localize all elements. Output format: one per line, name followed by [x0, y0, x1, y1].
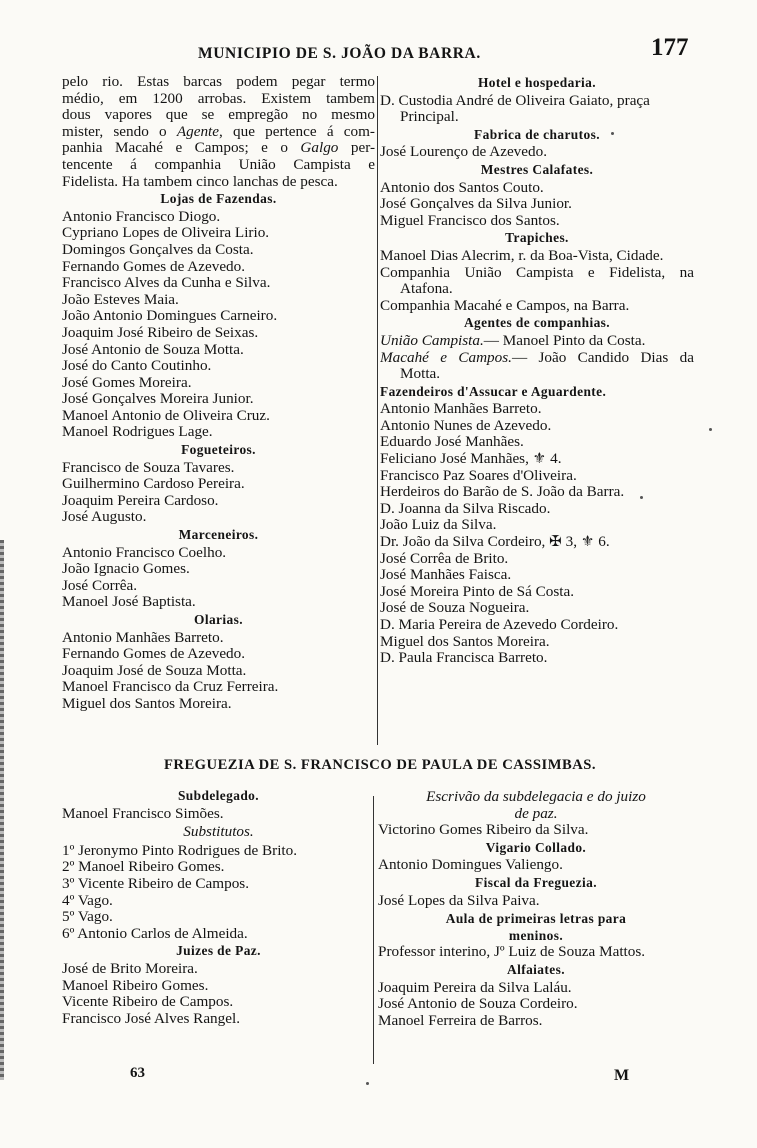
list-item: Manoel José Baptista.: [62, 594, 196, 611]
list-item: Victorino Gomes Ribeiro da Silva.: [378, 822, 589, 839]
list-charutos: [380, 144, 694, 161]
list-fogueteiros: [62, 460, 375, 526]
para-line: panhia Macahé e Campos; e o Galgo per-: [62, 140, 375, 157]
section-heading-substitutos: Substitutos.: [183, 823, 254, 841]
para-line: pelo rio. Estas barcas podem pegar termo: [62, 74, 375, 90]
para-line: dous vapores que se empregão no mesmo: [62, 107, 375, 124]
left-column-bottom: [62, 787, 375, 1027]
section-heading-aula-cont: meninos.: [508, 927, 564, 943]
list-item: Joaquim José Ribeiro de Seixas.: [62, 324, 259, 341]
parish-section-title: FREGUEZIA DE S. FRANCISCO DE PAULA DE CASSIMBAS.: [163, 757, 597, 773]
section-heading-aula: Aula de primeiras letras para: [445, 911, 627, 927]
para-line: médio, em 1200 arrobas. Existem tambem: [62, 90, 375, 107]
list-item: Joaquim Pereira Cardoso.: [62, 492, 219, 509]
page-header: [0, 34, 757, 68]
list-lojas: [62, 209, 375, 441]
section-heading-hotel: Hotel e hospedaria.: [477, 75, 597, 90]
list-item: José Lopes da Silva Paiva.: [378, 892, 540, 909]
list-item: União Campista.— Manoel Pinto da Costa.: [380, 332, 646, 349]
list-item: Herdeiros do Barão de S. João da Barra.: [380, 484, 625, 501]
list-item: D. Custodia André de Oliveira Gaiato, praça: [380, 92, 650, 109]
list-item: José Gonçalves Moreira Junior.: [62, 391, 254, 408]
section-heading-olarias: Olarias.: [194, 612, 243, 627]
list-substitutos: [62, 843, 375, 943]
list-item: 4º Vago.: [62, 892, 113, 909]
list-item: Manoel Antonio de Oliveira Cruz.: [62, 407, 270, 424]
list-item: 2º Manoel Ribeiro Gomes.: [62, 859, 225, 876]
list-item: Joaquim Pereira da Silva Laláu.: [378, 979, 572, 996]
list-item: José Gonçalves da Silva Junior.: [380, 196, 572, 213]
print-speck: [366, 1082, 369, 1085]
list-item: D. Joanna da Silva Riscado.: [380, 500, 551, 517]
list-item: Guilhermino Cardoso Pereira.: [62, 476, 245, 493]
list-item: Feliciano José Manhães, ⚜ 4.: [380, 451, 562, 468]
list-item: Fernando Gomes de Azevedo.: [62, 646, 246, 663]
list-item: 3º Vicente Ribeiro de Campos.: [62, 875, 249, 892]
footer-signature-mark: M: [614, 1067, 630, 1084]
section-heading-charutos: Fabrica de charutos.: [474, 126, 600, 142]
section-heading-marceneiros: Marceneiros.: [178, 527, 259, 543]
section-heading-trapiches: Trapiches.: [505, 230, 569, 246]
list-item: Eduardo José Manhães.: [380, 434, 524, 451]
list-calafates: [380, 180, 694, 230]
list-item: João Esteves Maia.: [62, 291, 179, 308]
list-item: Manoel Ribeiro Gomes.: [62, 977, 209, 994]
list-item: Antonio Manhães Barreto.: [380, 401, 542, 418]
scanned-page-edge: [0, 540, 4, 1080]
para-line: Fidelista. Ha tambem cinco lanchas de pesca.: [62, 173, 338, 190]
list-item: Domingos Gonçalves da Costa.: [62, 241, 254, 258]
section-heading-lojas: Lojas de Fazendas.: [160, 191, 277, 207]
list-item: D. Paula Francisca Barreto.: [380, 650, 548, 667]
list-item: Principal.: [400, 109, 459, 126]
print-speck: [709, 428, 712, 431]
list-item: Manoel Dias Alecrim, r. da Boa-Vista, Cidade.: [380, 247, 664, 264]
list-item: José de Brito Moreira.: [62, 960, 198, 977]
list-item: Francisco de Souza Tavares.: [62, 459, 235, 476]
right-column-top: [380, 74, 694, 667]
list-item: José Corrêa de Brito.: [380, 550, 509, 567]
section-heading-fiscal: Fiscal da Freguezia.: [475, 874, 597, 890]
list-item: José Augusto.: [62, 509, 147, 526]
list-item: Antonio Manhães Barreto.: [62, 629, 224, 646]
list-item: Vicente Ribeiro de Campos.: [62, 994, 234, 1011]
print-speck: [611, 132, 614, 135]
print-speck: [640, 496, 643, 499]
list-item: Manoel Francisco da Cruz Ferreira.: [62, 679, 279, 696]
section-heading-fazendeiros: Fazendeiros d'Assucar e Aguardente.: [380, 383, 607, 399]
list-item: Miguel dos Santos Moreira.: [62, 695, 232, 712]
section-heading-escrivao-cont: de paz.: [514, 804, 558, 822]
list-item: Manoel Francisco Simões.: [62, 805, 224, 822]
left-column-top: [62, 74, 375, 713]
list-item: Companhia Macahé e Campos, na Barra.: [380, 297, 630, 314]
list-item: 1º Jeronymo Pinto Rodrigues de Brito.: [62, 842, 298, 859]
list-item: José Gomes Moreira.: [62, 374, 192, 391]
list-item: Manoel Ferreira de Barros.: [378, 1012, 543, 1029]
list-olarias: [62, 630, 375, 713]
list-item: Professor interino, Jº Luiz de Souza Mattos.: [378, 944, 646, 961]
list-item: José do Canto Coutinho.: [62, 358, 212, 375]
section-heading-escrivao: Escrivão da subdelegacia e do juizo: [426, 788, 646, 805]
running-title: MUNICIPIO DE S. JOÃO DA BARRA.: [198, 45, 481, 62]
list-item: Manoel Rodrigues Lage.: [62, 424, 213, 441]
list-item: Antonio Domingues Valiengo.: [378, 857, 563, 874]
list-item: João Antonio Domingues Carneiro.: [62, 308, 278, 325]
list-item: Joaquim José de Souza Motta.: [62, 662, 247, 679]
list-item: Cypriano Lopes de Oliveira Lirio.: [62, 225, 270, 242]
section-heading-juizes: Juizes de Paz.: [176, 943, 261, 959]
list-item: José de Souza Nogueira.: [380, 600, 530, 617]
list-item: Macahé e Campos.— João Candido Dias da: [380, 349, 694, 366]
section-heading-fogueteiros: Fogueteiros.: [181, 442, 256, 458]
list-item: José Corrêa.: [62, 577, 138, 594]
list-item: Motta.: [400, 366, 441, 383]
list-item: José Moreira Pinto de Sá Costa.: [380, 583, 575, 600]
list-item: Miguel Francisco dos Santos.: [380, 212, 560, 229]
list-item: Antonio dos Santos Couto.: [380, 179, 544, 196]
list-marceneiros: [62, 545, 375, 611]
list-item: Antonio Francisco Diogo.: [62, 208, 221, 225]
list-item: João Luiz da Silva.: [380, 517, 497, 534]
list-item: Antonio Francisco Coelho.: [62, 544, 227, 561]
section-heading-alfaiates: Alfaiates.: [507, 961, 565, 977]
list-item: José Manhães Faisca.: [380, 567, 512, 584]
section-heading-calafates: Mestres Calafates.: [480, 161, 594, 177]
list-item: 5º Vago.: [62, 909, 113, 926]
section-heading-agentes: Agentes de companhias.: [463, 315, 611, 331]
list-item: José Antonio de Souza Cordeiro.: [378, 996, 578, 1013]
list-item: José Antonio de Souza Motta.: [62, 341, 244, 358]
footer-page-number: 63: [130, 1065, 145, 1081]
right-column-bottom: [378, 789, 694, 1029]
column-divider-top: [377, 76, 378, 745]
page-number: 177: [651, 34, 689, 61]
list-item: 6º Antonio Carlos de Almeida.: [62, 925, 248, 942]
list-item: Antonio Nunes de Azevedo.: [380, 417, 552, 434]
section-heading-subdelegado: Subdelegado.: [177, 788, 260, 803]
list-item: João Ignacio Gomes.: [62, 561, 190, 578]
list-item: Fernando Gomes de Azevedo.: [62, 258, 246, 275]
para-line: mister, sendo o Agente, que pertence á com-: [62, 123, 375, 140]
list-item: José Lourenço de Azevedo.: [380, 144, 548, 161]
list-item: Francisco José Alves Rangel.: [62, 1010, 241, 1027]
list-item: Dr. João da Silva Cordeiro, ✠ 3, ⚜ 6.: [380, 534, 610, 551]
list-juizes: [62, 961, 375, 1027]
list-item: D. Maria Pereira de Azevedo Cordeiro.: [380, 617, 619, 633]
para-line: tencente á companhia União Campista e: [62, 156, 375, 173]
list-item: Miguel dos Santos Moreira.: [380, 633, 550, 650]
list-item: Francisco Alves da Cunha e Silva.: [62, 275, 271, 292]
list-fazendeiros: [380, 401, 694, 667]
list-item: Francisco Paz Soares d'Oliveira.: [380, 467, 577, 484]
section-heading-vigario: Vigario Collado.: [485, 839, 587, 855]
list-item: Companhia União Campista e Fidelista, na: [380, 264, 694, 281]
list-item: Atafona.: [400, 281, 453, 298]
list-alfaiates: [378, 980, 694, 1030]
